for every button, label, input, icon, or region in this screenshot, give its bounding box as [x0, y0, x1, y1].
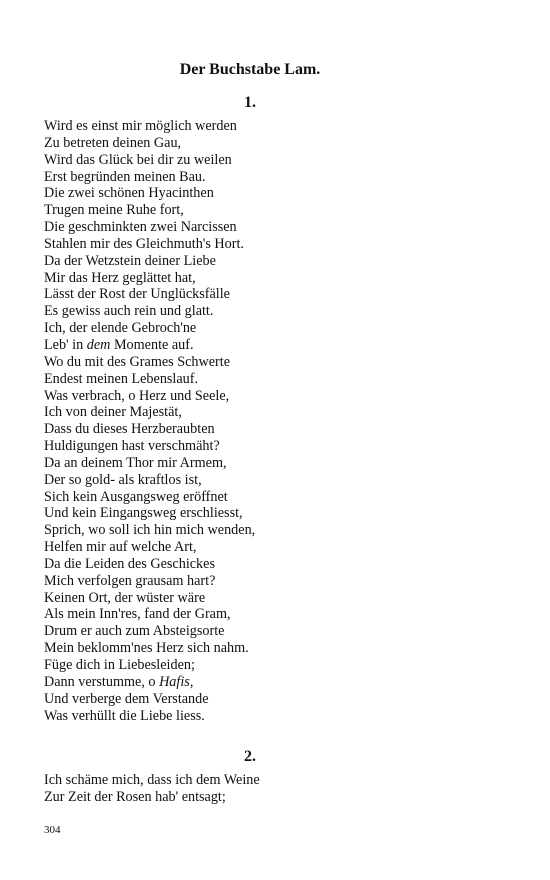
verse-line-text: Sich kein Ausgangsweg eröffnet	[44, 488, 228, 505]
verse-line	[44, 303, 504, 320]
verse-line	[44, 118, 504, 135]
verse-line-text: Was verbrach, o Herz und Seele,	[44, 387, 230, 404]
verse-line-text: Da der Wetzstein deiner Liebe	[44, 252, 216, 269]
verse-line-text: Mich verfolgen grausam hart?	[44, 572, 216, 589]
verse-line	[44, 691, 504, 708]
verse-line-text: Was verhüllt die Liebe liess.	[44, 707, 205, 724]
verse-line	[44, 573, 504, 590]
verse-line	[44, 371, 504, 388]
verse-line	[44, 505, 504, 522]
verse-line	[44, 657, 504, 674]
verse-line-text: Wird es einst mir möglich werden	[44, 118, 237, 134]
verse-line	[44, 421, 504, 438]
verse-line	[44, 606, 504, 623]
verse-line-text: Helfen mir auf welche Art,	[44, 539, 197, 556]
verse-line	[44, 522, 504, 539]
verse-line-text: Als mein Inn'res, fand der Gram,	[44, 606, 231, 623]
verse-line	[44, 236, 504, 253]
verse-line-text: Dass du dieses Herzberaubten	[44, 421, 215, 438]
verse-line	[44, 270, 504, 287]
verse-line-text: Leb' in	[44, 336, 87, 353]
verse-line-text: ,	[189, 673, 194, 690]
verse-line-text: Mein beklomm'nes Herz sich nahm.	[44, 640, 249, 657]
verse-line	[44, 489, 504, 506]
verse-line-text: Drum er auch zum Absteigsorte	[44, 623, 225, 640]
verse-line-text: Dann verstumme, o	[44, 673, 160, 690]
verse-line	[44, 772, 504, 789]
verse-line-text: Die geschminkten zwei Narcissen	[44, 219, 237, 236]
verse-line	[44, 455, 504, 472]
verse-lines	[44, 772, 504, 806]
verse-line-text: Da die Leiden des Geschickes	[44, 555, 215, 572]
verse-line-text: Trugen meine Ruhe fort,	[44, 202, 184, 219]
verse-line-text: Endest meinen Lebenslauf.	[44, 370, 199, 387]
verse-line	[44, 472, 504, 489]
verse-line-text: Huldigungen hast verschmäht?	[44, 438, 220, 455]
verse-line-text: Zu betreten deinen Gau,	[44, 134, 182, 151]
verse-line-italic: Hafis	[159, 673, 190, 690]
verse-line-text: Sprich, wo soll ich hin mich wenden,	[44, 522, 256, 539]
verse-line-text: Und verberge dem Verstande	[44, 690, 209, 707]
verse-line	[44, 320, 504, 337]
verse-line	[44, 404, 504, 421]
verse-line-italic: dem	[86, 336, 111, 353]
section-number: 1.	[244, 94, 256, 111]
verse-line-text: Füge dich in Liebesleiden;	[44, 657, 195, 673]
verse-line-text: Der so gold- als kraftlos ist,	[44, 471, 202, 488]
page-number: 304	[44, 824, 61, 836]
verse-line	[44, 219, 504, 236]
verse-line-text: Zur Zeit der Rosen hab' entsagt;	[44, 788, 226, 805]
verse-line	[44, 354, 504, 371]
verse-line	[44, 556, 504, 573]
verse-line-text: Stahlen mir des Gleichmuth's Hort.	[44, 235, 244, 252]
verse-line	[44, 202, 504, 219]
verse-line-text: Wo du mit des Grames Schwerte	[44, 353, 231, 370]
verse-line-text: Und kein Eingangsweg erschliesst,	[44, 505, 243, 522]
verse-line-text: Lässt der Rost der Unglücksfälle	[44, 286, 230, 303]
verse-line-text: Erst begründen meinen Bau.	[44, 168, 206, 185]
verse-line	[44, 708, 504, 725]
verse-line-text: Da an deinem Thor mir Armem,	[44, 454, 227, 471]
verse-line	[44, 152, 504, 169]
verse-line	[44, 623, 504, 640]
verse-line	[44, 286, 504, 303]
verse-line-text: Wird das Glück bei dir zu weilen	[44, 151, 232, 168]
verse-line	[44, 674, 504, 691]
verse-line	[44, 337, 504, 354]
verse-line-text: Es gewiss auch rein und glatt.	[44, 303, 214, 320]
verse-line	[44, 539, 504, 556]
verse-lines	[44, 118, 504, 724]
poem-title: Der Buchstabe Lam.	[179, 61, 321, 78]
verse-line	[44, 640, 504, 657]
verse-line	[44, 169, 504, 186]
verse-line	[44, 438, 504, 455]
verse-line	[44, 185, 504, 202]
verse-line	[44, 590, 504, 607]
verse-line-text: Ich schäme mich, dass ich dem Weine	[44, 772, 260, 788]
verse-line	[44, 388, 504, 405]
verse-line-text: Ich von deiner Majestät,	[44, 404, 182, 421]
verse-line-text: Die zwei schönen Hyacinthen	[44, 185, 214, 202]
verse-line	[44, 789, 504, 806]
verse-line-text: Keinen Ort, der wüster wäre	[44, 589, 206, 606]
verse-line	[44, 253, 504, 270]
verse-line	[44, 135, 504, 152]
verse-line-text: Mir das Herz geglättet hat,	[44, 269, 196, 286]
verse-line-text: Ich, der elende Gebroch'ne	[44, 320, 197, 337]
section-number: 2.	[244, 748, 256, 765]
verse-line-text: Momente auf.	[110, 336, 194, 353]
